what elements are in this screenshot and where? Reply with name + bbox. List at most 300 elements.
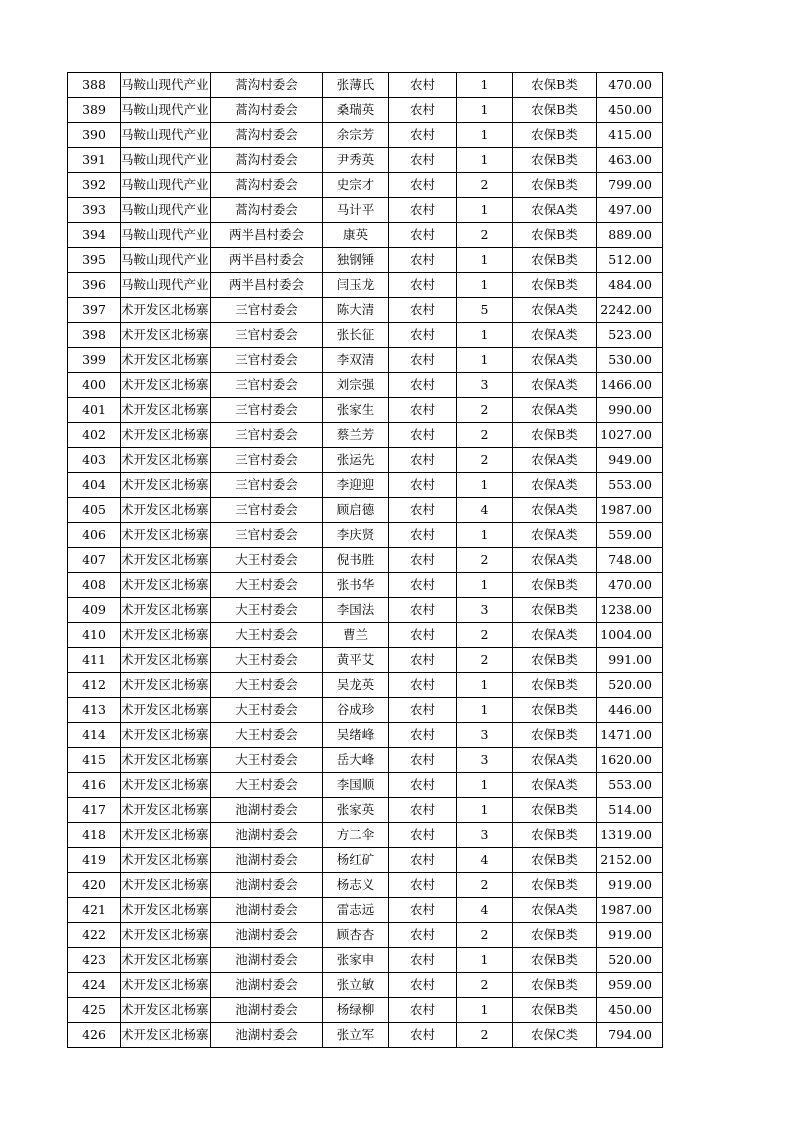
- insurance-category-cell: 农保A类: [513, 623, 597, 648]
- residence-type-cell: 农村: [389, 623, 457, 648]
- household-count-cell: 4: [457, 898, 513, 923]
- insurance-category-cell: 农保B类: [513, 423, 597, 448]
- residence-type-cell: 农村: [389, 248, 457, 273]
- residence-type-cell: 农村: [389, 873, 457, 898]
- row-number-cell: 402: [68, 423, 121, 448]
- insurance-category-cell: 农保A类: [513, 898, 597, 923]
- table-row: [68, 873, 663, 898]
- person-name-cell: 谷成珍: [323, 698, 389, 723]
- amount-cell: 415.00: [597, 123, 663, 148]
- household-count-cell: 1: [457, 98, 513, 123]
- town-name-cell: 马鞍山现代产业: [121, 173, 211, 198]
- insurance-category-cell: 农保A类: [513, 298, 597, 323]
- residence-type-cell: 农村: [389, 373, 457, 398]
- row-number-cell: 413: [68, 698, 121, 723]
- person-name-cell: 桑瑞英: [323, 98, 389, 123]
- table-row: [68, 848, 663, 873]
- village-committee-cell: 蒿沟村委会: [211, 73, 323, 98]
- amount-cell: 463.00: [597, 148, 663, 173]
- row-number-cell: 412: [68, 673, 121, 698]
- amount-cell: 919.00: [597, 873, 663, 898]
- person-name-cell: 杨绿柳: [323, 998, 389, 1023]
- row-number-cell: 417: [68, 798, 121, 823]
- table-row: [68, 798, 663, 823]
- town-name-cell: 术开发区北杨寨: [121, 373, 211, 398]
- town-name-cell: 术开发区北杨寨: [121, 448, 211, 473]
- amount-cell: 1466.00: [597, 373, 663, 398]
- person-name-cell: 马计平: [323, 198, 389, 223]
- residence-type-cell: 农村: [389, 798, 457, 823]
- table-row: [68, 723, 663, 748]
- residence-type-cell: 农村: [389, 823, 457, 848]
- household-count-cell: 1: [457, 948, 513, 973]
- amount-cell: 520.00: [597, 673, 663, 698]
- household-count-cell: 2: [457, 1023, 513, 1048]
- residence-type-cell: 农村: [389, 548, 457, 573]
- amount-cell: 2152.00: [597, 848, 663, 873]
- residence-type-cell: 农村: [389, 523, 457, 548]
- row-number-cell: 419: [68, 848, 121, 873]
- village-committee-cell: 大王村委会: [211, 673, 323, 698]
- village-committee-cell: 池湖村委会: [211, 798, 323, 823]
- insurance-category-cell: 农保B类: [513, 273, 597, 298]
- amount-cell: 1004.00: [597, 623, 663, 648]
- amount-cell: 1987.00: [597, 498, 663, 523]
- person-name-cell: 方二伞: [323, 823, 389, 848]
- town-name-cell: 术开发区北杨寨: [121, 773, 211, 798]
- town-name-cell: 术开发区北杨寨: [121, 548, 211, 573]
- amount-cell: 446.00: [597, 698, 663, 723]
- insurance-category-cell: 农保B类: [513, 648, 597, 673]
- village-committee-cell: 大王村委会: [211, 548, 323, 573]
- amount-cell: 1620.00: [597, 748, 663, 773]
- town-name-cell: 术开发区北杨寨: [121, 498, 211, 523]
- village-committee-cell: 池湖村委会: [211, 823, 323, 848]
- town-name-cell: 术开发区北杨寨: [121, 723, 211, 748]
- person-name-cell: 雷志远: [323, 898, 389, 923]
- amount-cell: 450.00: [597, 98, 663, 123]
- row-number-cell: 408: [68, 573, 121, 598]
- amount-cell: 919.00: [597, 923, 663, 948]
- insurance-category-cell: 农保B类: [513, 998, 597, 1023]
- person-name-cell: 黄平艾: [323, 648, 389, 673]
- row-number-cell: 420: [68, 873, 121, 898]
- table-row: [68, 398, 663, 423]
- residence-type-cell: 农村: [389, 973, 457, 998]
- row-number-cell: 404: [68, 473, 121, 498]
- residence-type-cell: 农村: [389, 73, 457, 98]
- amount-cell: 559.00: [597, 523, 663, 548]
- village-committee-cell: 大王村委会: [211, 723, 323, 748]
- table-row: [68, 923, 663, 948]
- insurance-category-cell: 农保A类: [513, 548, 597, 573]
- table-row: [68, 648, 663, 673]
- person-name-cell: 张立军: [323, 1023, 389, 1048]
- amount-cell: 470.00: [597, 573, 663, 598]
- person-name-cell: 倪书胜: [323, 548, 389, 573]
- residence-type-cell: 农村: [389, 1023, 457, 1048]
- insurance-category-cell: 农保B类: [513, 598, 597, 623]
- village-committee-cell: 三官村委会: [211, 398, 323, 423]
- village-committee-cell: 蒿沟村委会: [211, 198, 323, 223]
- insurance-category-cell: 农保A类: [513, 473, 597, 498]
- amount-cell: 553.00: [597, 773, 663, 798]
- household-count-cell: 1: [457, 798, 513, 823]
- table-row: [68, 298, 663, 323]
- amount-cell: 484.00: [597, 273, 663, 298]
- table-row: [68, 423, 663, 448]
- table-row: [68, 548, 663, 573]
- table-row: [68, 1023, 663, 1048]
- table-row: [68, 223, 663, 248]
- person-name-cell: 张书华: [323, 573, 389, 598]
- person-name-cell: 张家英: [323, 798, 389, 823]
- town-name-cell: 术开发区北杨寨: [121, 1023, 211, 1048]
- row-number-cell: 391: [68, 148, 121, 173]
- insurance-category-cell: 农保C类: [513, 1023, 597, 1048]
- table-row: [68, 148, 663, 173]
- household-count-cell: 2: [457, 398, 513, 423]
- insurance-category-cell: 农保B类: [513, 723, 597, 748]
- table-row: [68, 573, 663, 598]
- household-count-cell: 2: [457, 423, 513, 448]
- household-count-cell: 3: [457, 823, 513, 848]
- village-committee-cell: 大王村委会: [211, 573, 323, 598]
- insurance-category-cell: 农保B类: [513, 673, 597, 698]
- household-count-cell: 4: [457, 848, 513, 873]
- town-name-cell: 术开发区北杨寨: [121, 648, 211, 673]
- amount-cell: 1471.00: [597, 723, 663, 748]
- table-row: [68, 323, 663, 348]
- person-name-cell: 刘宗强: [323, 373, 389, 398]
- town-name-cell: 术开发区北杨寨: [121, 848, 211, 873]
- town-name-cell: 术开发区北杨寨: [121, 598, 211, 623]
- amount-cell: 1319.00: [597, 823, 663, 848]
- residence-type-cell: 农村: [389, 998, 457, 1023]
- insurance-category-cell: 农保A类: [513, 323, 597, 348]
- residence-type-cell: 农村: [389, 198, 457, 223]
- table-row: [68, 973, 663, 998]
- residence-type-cell: 农村: [389, 223, 457, 248]
- residence-type-cell: 农村: [389, 448, 457, 473]
- insurance-category-cell: 农保B类: [513, 73, 597, 98]
- residence-type-cell: 农村: [389, 423, 457, 448]
- residence-type-cell: 农村: [389, 573, 457, 598]
- table-row: [68, 748, 663, 773]
- insurance-category-cell: 农保A类: [513, 448, 597, 473]
- household-count-cell: 2: [457, 548, 513, 573]
- insurance-category-cell: 农保A类: [513, 773, 597, 798]
- row-number-cell: 401: [68, 398, 121, 423]
- person-name-cell: 吴绪峰: [323, 723, 389, 748]
- household-count-cell: 1: [457, 998, 513, 1023]
- subsidy-table: [67, 72, 663, 1048]
- amount-cell: 1238.00: [597, 598, 663, 623]
- person-name-cell: 闫玉龙: [323, 273, 389, 298]
- village-committee-cell: 蒿沟村委会: [211, 173, 323, 198]
- town-name-cell: 术开发区北杨寨: [121, 673, 211, 698]
- insurance-category-cell: 农保A类: [513, 498, 597, 523]
- amount-cell: 514.00: [597, 798, 663, 823]
- amount-cell: 991.00: [597, 648, 663, 673]
- village-committee-cell: 池湖村委会: [211, 898, 323, 923]
- row-number-cell: 407: [68, 548, 121, 573]
- table-row: [68, 273, 663, 298]
- row-number-cell: 399: [68, 348, 121, 373]
- table-row: [68, 73, 663, 98]
- town-name-cell: 术开发区北杨寨: [121, 523, 211, 548]
- table-row: [68, 373, 663, 398]
- amount-cell: 553.00: [597, 473, 663, 498]
- row-number-cell: 392: [68, 173, 121, 198]
- amount-cell: 1987.00: [597, 898, 663, 923]
- household-count-cell: 1: [457, 73, 513, 98]
- household-count-cell: 3: [457, 748, 513, 773]
- amount-cell: 497.00: [597, 198, 663, 223]
- person-name-cell: 李国法: [323, 598, 389, 623]
- row-number-cell: 390: [68, 123, 121, 148]
- person-name-cell: 杨志义: [323, 873, 389, 898]
- row-number-cell: 422: [68, 923, 121, 948]
- village-committee-cell: 两半昌村委会: [211, 273, 323, 298]
- insurance-category-cell: 农保A类: [513, 198, 597, 223]
- town-name-cell: 术开发区北杨寨: [121, 623, 211, 648]
- household-count-cell: 1: [457, 248, 513, 273]
- village-committee-cell: 池湖村委会: [211, 848, 323, 873]
- residence-type-cell: 农村: [389, 148, 457, 173]
- table-body: [68, 73, 663, 1048]
- residence-type-cell: 农村: [389, 673, 457, 698]
- village-committee-cell: 池湖村委会: [211, 973, 323, 998]
- row-number-cell: 409: [68, 598, 121, 623]
- village-committee-cell: 两半昌村委会: [211, 248, 323, 273]
- row-number-cell: 388: [68, 73, 121, 98]
- insurance-category-cell: 农保B类: [513, 948, 597, 973]
- table-row: [68, 523, 663, 548]
- household-count-cell: 1: [457, 323, 513, 348]
- row-number-cell: 423: [68, 948, 121, 973]
- household-count-cell: 2: [457, 448, 513, 473]
- row-number-cell: 400: [68, 373, 121, 398]
- amount-cell: 799.00: [597, 173, 663, 198]
- amount-cell: 512.00: [597, 248, 663, 273]
- person-name-cell: 曹兰: [323, 623, 389, 648]
- person-name-cell: 史宗才: [323, 173, 389, 198]
- person-name-cell: 尹秀英: [323, 148, 389, 173]
- table-row: [68, 598, 663, 623]
- row-number-cell: 406: [68, 523, 121, 548]
- village-committee-cell: 蒿沟村委会: [211, 123, 323, 148]
- residence-type-cell: 农村: [389, 648, 457, 673]
- person-name-cell: 张长征: [323, 323, 389, 348]
- village-committee-cell: 蒿沟村委会: [211, 98, 323, 123]
- row-number-cell: 415: [68, 748, 121, 773]
- table-row: [68, 998, 663, 1023]
- row-number-cell: 416: [68, 773, 121, 798]
- town-name-cell: 马鞍山现代产业: [121, 123, 211, 148]
- row-number-cell: 418: [68, 823, 121, 848]
- town-name-cell: 术开发区北杨寨: [121, 423, 211, 448]
- village-committee-cell: 池湖村委会: [211, 998, 323, 1023]
- row-number-cell: 397: [68, 298, 121, 323]
- person-name-cell: 康英: [323, 223, 389, 248]
- insurance-category-cell: 农保B类: [513, 148, 597, 173]
- village-committee-cell: 三官村委会: [211, 323, 323, 348]
- household-count-cell: 5: [457, 298, 513, 323]
- insurance-category-cell: 农保B类: [513, 573, 597, 598]
- residence-type-cell: 农村: [389, 498, 457, 523]
- insurance-category-cell: 农保B类: [513, 873, 597, 898]
- insurance-category-cell: 农保A类: [513, 523, 597, 548]
- table-row: [68, 823, 663, 848]
- household-count-cell: 1: [457, 123, 513, 148]
- household-count-cell: 2: [457, 648, 513, 673]
- row-number-cell: 411: [68, 648, 121, 673]
- insurance-category-cell: 农保A类: [513, 348, 597, 373]
- row-number-cell: 424: [68, 973, 121, 998]
- row-number-cell: 405: [68, 498, 121, 523]
- town-name-cell: 马鞍山现代产业: [121, 273, 211, 298]
- town-name-cell: 术开发区北杨寨: [121, 873, 211, 898]
- residence-type-cell: 农村: [389, 773, 457, 798]
- town-name-cell: 术开发区北杨寨: [121, 473, 211, 498]
- amount-cell: 794.00: [597, 1023, 663, 1048]
- table-row: [68, 898, 663, 923]
- row-number-cell: 426: [68, 1023, 121, 1048]
- residence-type-cell: 农村: [389, 348, 457, 373]
- table-row: [68, 623, 663, 648]
- residence-type-cell: 农村: [389, 948, 457, 973]
- table-row: [68, 673, 663, 698]
- town-name-cell: 马鞍山现代产业: [121, 73, 211, 98]
- table-row: [68, 448, 663, 473]
- insurance-category-cell: 农保B类: [513, 848, 597, 873]
- residence-type-cell: 农村: [389, 898, 457, 923]
- household-count-cell: 3: [457, 723, 513, 748]
- row-number-cell: 403: [68, 448, 121, 473]
- village-committee-cell: 三官村委会: [211, 348, 323, 373]
- household-count-cell: 4: [457, 498, 513, 523]
- table-row: [68, 98, 663, 123]
- amount-cell: 949.00: [597, 448, 663, 473]
- person-name-cell: 顾杏杏: [323, 923, 389, 948]
- amount-cell: 523.00: [597, 323, 663, 348]
- insurance-category-cell: 农保B类: [513, 973, 597, 998]
- person-name-cell: 张运先: [323, 448, 389, 473]
- insurance-category-cell: 农保B类: [513, 123, 597, 148]
- person-name-cell: 杨红矿: [323, 848, 389, 873]
- amount-cell: 470.00: [597, 73, 663, 98]
- town-name-cell: 术开发区北杨寨: [121, 973, 211, 998]
- amount-cell: 450.00: [597, 998, 663, 1023]
- town-name-cell: 术开发区北杨寨: [121, 898, 211, 923]
- insurance-category-cell: 农保B类: [513, 98, 597, 123]
- village-committee-cell: 池湖村委会: [211, 873, 323, 898]
- village-committee-cell: 三官村委会: [211, 448, 323, 473]
- person-name-cell: 独钢锤: [323, 248, 389, 273]
- household-count-cell: 1: [457, 148, 513, 173]
- residence-type-cell: 农村: [389, 98, 457, 123]
- village-committee-cell: 大王村委会: [211, 748, 323, 773]
- household-count-cell: 3: [457, 598, 513, 623]
- insurance-category-cell: 农保B类: [513, 823, 597, 848]
- insurance-category-cell: 农保B类: [513, 248, 597, 273]
- amount-cell: 1027.00: [597, 423, 663, 448]
- table-row: [68, 248, 663, 273]
- town-name-cell: 马鞍山现代产业: [121, 248, 211, 273]
- town-name-cell: 术开发区北杨寨: [121, 798, 211, 823]
- village-committee-cell: 两半昌村委会: [211, 223, 323, 248]
- person-name-cell: 蔡兰芳: [323, 423, 389, 448]
- village-committee-cell: 池湖村委会: [211, 1023, 323, 1048]
- household-count-cell: 2: [457, 923, 513, 948]
- household-count-cell: 2: [457, 873, 513, 898]
- insurance-category-cell: 农保B类: [513, 173, 597, 198]
- person-name-cell: 余宗芳: [323, 123, 389, 148]
- village-committee-cell: 三官村委会: [211, 373, 323, 398]
- person-name-cell: 顾启德: [323, 498, 389, 523]
- village-committee-cell: 三官村委会: [211, 498, 323, 523]
- table-row: [68, 948, 663, 973]
- person-name-cell: 李迎迎: [323, 473, 389, 498]
- row-number-cell: 394: [68, 223, 121, 248]
- table-row: [68, 773, 663, 798]
- person-name-cell: 李庆贤: [323, 523, 389, 548]
- town-name-cell: 术开发区北杨寨: [121, 748, 211, 773]
- residence-type-cell: 农村: [389, 723, 457, 748]
- residence-type-cell: 农村: [389, 273, 457, 298]
- residence-type-cell: 农村: [389, 748, 457, 773]
- person-name-cell: 张家申: [323, 948, 389, 973]
- amount-cell: 889.00: [597, 223, 663, 248]
- residence-type-cell: 农村: [389, 698, 457, 723]
- town-name-cell: 马鞍山现代产业: [121, 148, 211, 173]
- insurance-category-cell: 农保A类: [513, 398, 597, 423]
- town-name-cell: 术开发区北杨寨: [121, 348, 211, 373]
- village-committee-cell: 三官村委会: [211, 473, 323, 498]
- village-committee-cell: 三官村委会: [211, 423, 323, 448]
- row-number-cell: 414: [68, 723, 121, 748]
- town-name-cell: 马鞍山现代产业: [121, 198, 211, 223]
- town-name-cell: 术开发区北杨寨: [121, 323, 211, 348]
- person-name-cell: 吴龙英: [323, 673, 389, 698]
- residence-type-cell: 农村: [389, 398, 457, 423]
- household-count-cell: 2: [457, 173, 513, 198]
- household-count-cell: 1: [457, 573, 513, 598]
- amount-cell: 520.00: [597, 948, 663, 973]
- table-row: [68, 173, 663, 198]
- household-count-cell: 1: [457, 523, 513, 548]
- residence-type-cell: 农村: [389, 848, 457, 873]
- residence-type-cell: 农村: [389, 923, 457, 948]
- person-name-cell: 李国顺: [323, 773, 389, 798]
- row-number-cell: 395: [68, 248, 121, 273]
- row-number-cell: 396: [68, 273, 121, 298]
- household-count-cell: 2: [457, 623, 513, 648]
- town-name-cell: 术开发区北杨寨: [121, 573, 211, 598]
- person-name-cell: 张家生: [323, 398, 389, 423]
- row-number-cell: 421: [68, 898, 121, 923]
- household-count-cell: 3: [457, 373, 513, 398]
- town-name-cell: 术开发区北杨寨: [121, 923, 211, 948]
- town-name-cell: 术开发区北杨寨: [121, 398, 211, 423]
- household-count-cell: 1: [457, 773, 513, 798]
- town-name-cell: 马鞍山现代产业: [121, 223, 211, 248]
- table-row: [68, 123, 663, 148]
- household-count-cell: 1: [457, 348, 513, 373]
- town-name-cell: 术开发区北杨寨: [121, 298, 211, 323]
- household-count-cell: 1: [457, 698, 513, 723]
